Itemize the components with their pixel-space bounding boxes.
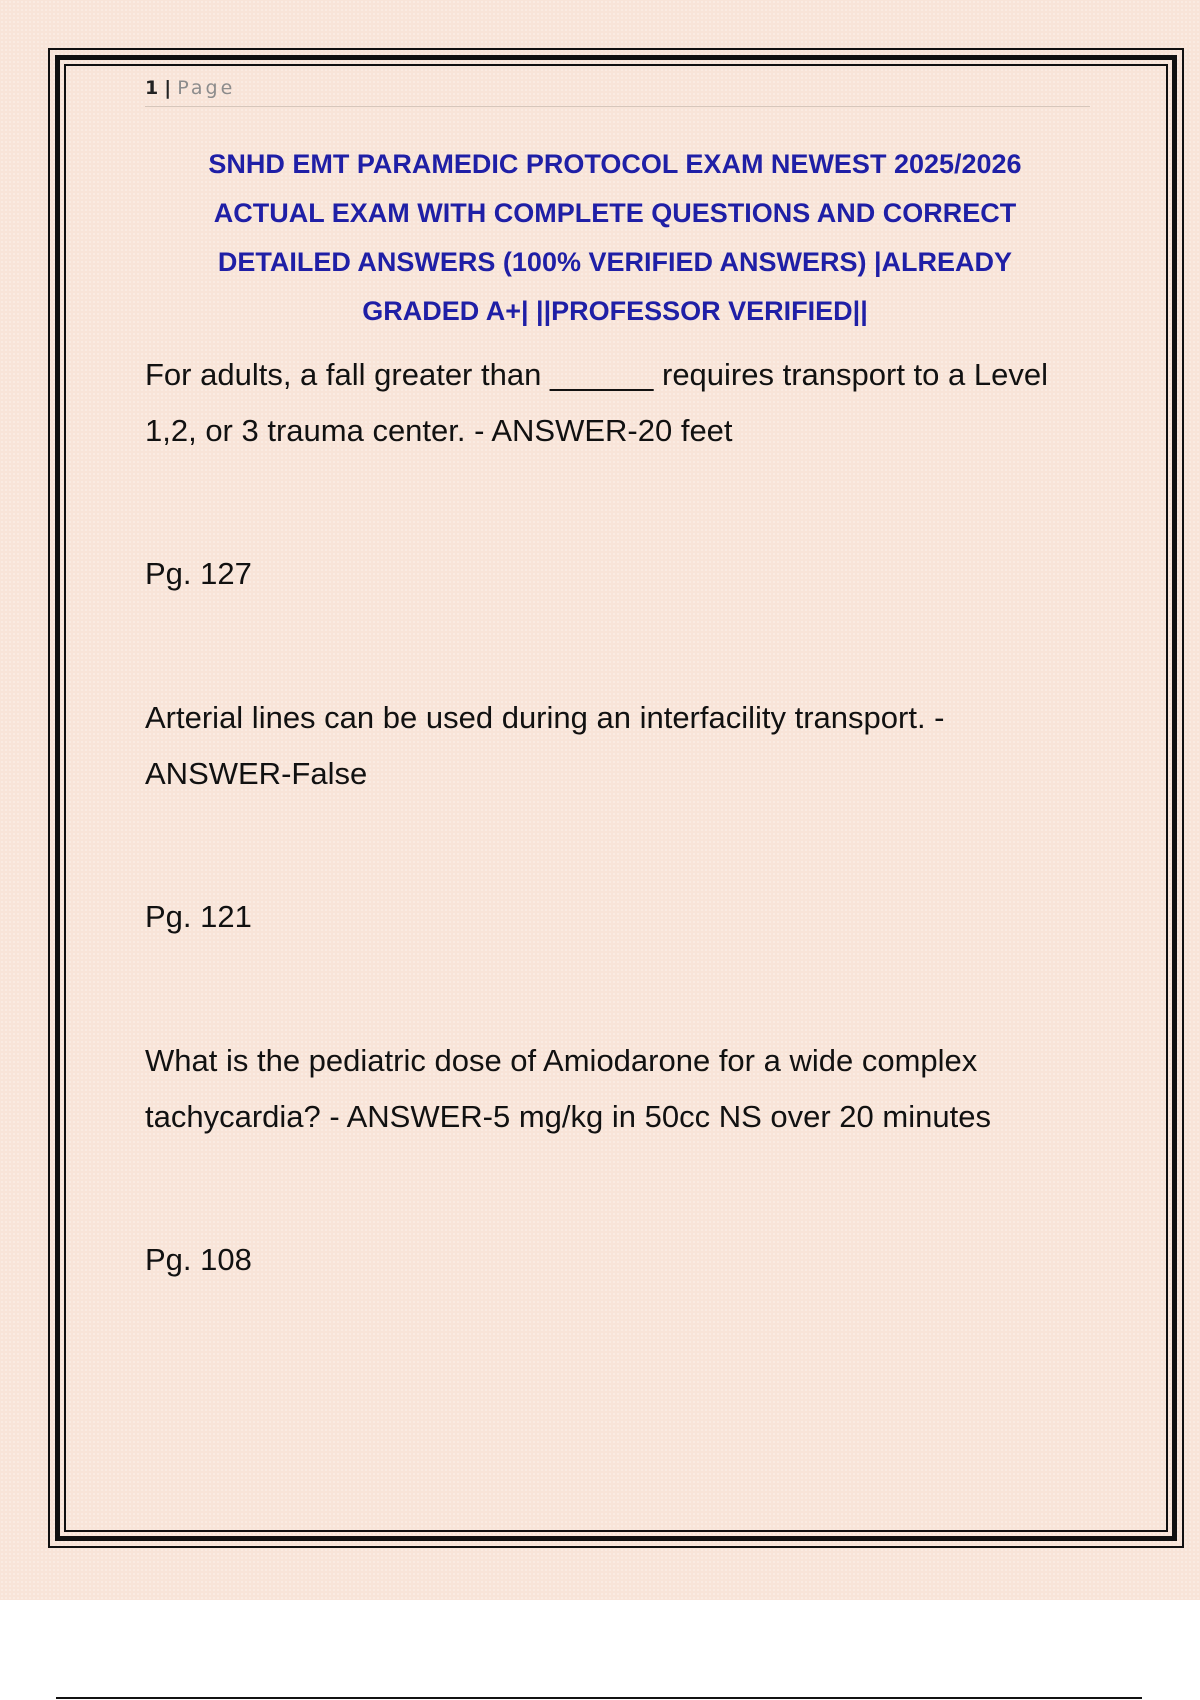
title-line: SNHD EMT PARAMEDIC PROTOCOL EXAM NEWEST 2025/2026 (208, 149, 1022, 179)
question-line: tachycardia? - ANSWER-5 mg/kg in 50cc NS over 20 minutes (145, 1099, 991, 1134)
page-reference-2: Pg. 121 (145, 899, 252, 934)
page-header (145, 74, 1090, 107)
title-line: DETAILED ANSWERS (100% VERIFIED ANSWERS) |ALREADY (217, 247, 1013, 277)
footer-divider (56, 1697, 1142, 1699)
page-header-label: Page (177, 77, 236, 99)
document-title (150, 140, 1080, 336)
question-answer-3 (145, 1033, 1100, 1145)
question-answer-2 (145, 690, 1100, 802)
question-line: 1,2, or 3 trauma center. - ANSWER-20 feet (145, 413, 733, 448)
question-answer-1 (145, 347, 1100, 459)
page-number: 1 (145, 77, 159, 99)
question-line: ANSWER-False (145, 756, 368, 791)
question-line: What is the pediatric dose of Amiodarone for a wide complex (145, 1043, 978, 1078)
question-line: For adults, a fall greater than ______ requires transport to a Level (145, 357, 1048, 392)
question-line: Arterial lines can be used during an interfacility transport. - (145, 700, 945, 735)
title-line: GRADED A+| ||PROFESSOR VERIFIED|| (362, 296, 868, 326)
page-header-separator: | (164, 77, 172, 99)
page-reference-1: Pg. 127 (145, 556, 252, 591)
title-line: ACTUAL EXAM WITH COMPLETE QUESTIONS AND CORRECT (213, 198, 1017, 228)
page-reference-3: Pg. 108 (145, 1242, 252, 1277)
